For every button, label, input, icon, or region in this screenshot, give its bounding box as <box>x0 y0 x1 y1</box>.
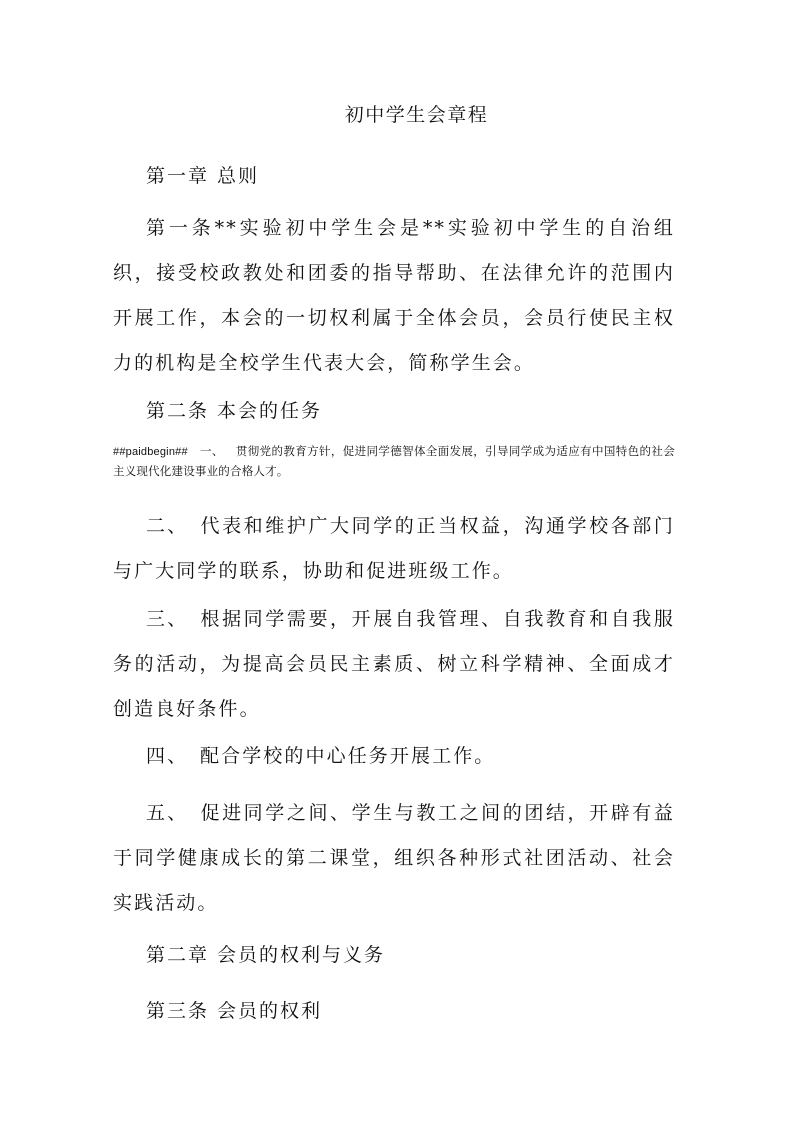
task-text: 贯彻党的教育方针，促进同学德智体全面发展，引导同学成为适应有中国特色的社会主义现代化建设事业的合格人才。 <box>113 444 675 478</box>
article-heading: 第二条 本会的任务 <box>146 400 323 422</box>
task-text: 配合学校的中心任务开展工作。 <box>200 745 496 767</box>
task-paragraph <box>113 734 675 779</box>
task-number: 一、 <box>199 444 224 458</box>
task-paragraph <box>113 504 675 594</box>
task-paragraph <box>113 791 675 926</box>
document-title: 初中学生会章程 <box>344 104 489 126</box>
task-text: 促进同学之间、学生与教工之间的团结，开辟有益于同学健康成长的第二课堂，组织各种形式社团活动、社会实践活动。 <box>113 802 675 914</box>
task-paragraph <box>113 442 675 481</box>
paid-marker: ##paidbegin## <box>113 446 188 458</box>
article-heading: 第三条 会员的权利 <box>146 1000 323 1022</box>
task-number: 五、 <box>146 802 189 824</box>
task-number: 三、 <box>146 608 189 630</box>
task-text: 代表和维护广大同学的正当权益，沟通学校各部门与广大同学的联系，协助和促进班级工作。 <box>113 515 675 582</box>
task-text: 根据同学需要，开展自我管理、自我教育和自我服务的活动，为提高会员民主素质、树立科学精神、全面成才创造良好条件。 <box>113 608 675 720</box>
task-number: 四、 <box>146 745 189 767</box>
article-paragraph: 第一条**实验初中学生会是**实验初中学生的自治组织，接受校政教处和团委的指导帮助、在法律允许的范围内开展工作，本会的一切权利属于全体会员，会员行使民主权力的机构是全校学生代表大会，简称学生会。 <box>113 217 675 374</box>
task-number: 二、 <box>146 515 189 537</box>
chapter-heading: 第二章 会员的权利与义务 <box>146 944 386 966</box>
chapter-heading: 第一章 总则 <box>146 165 260 187</box>
task-paragraph <box>113 597 675 732</box>
